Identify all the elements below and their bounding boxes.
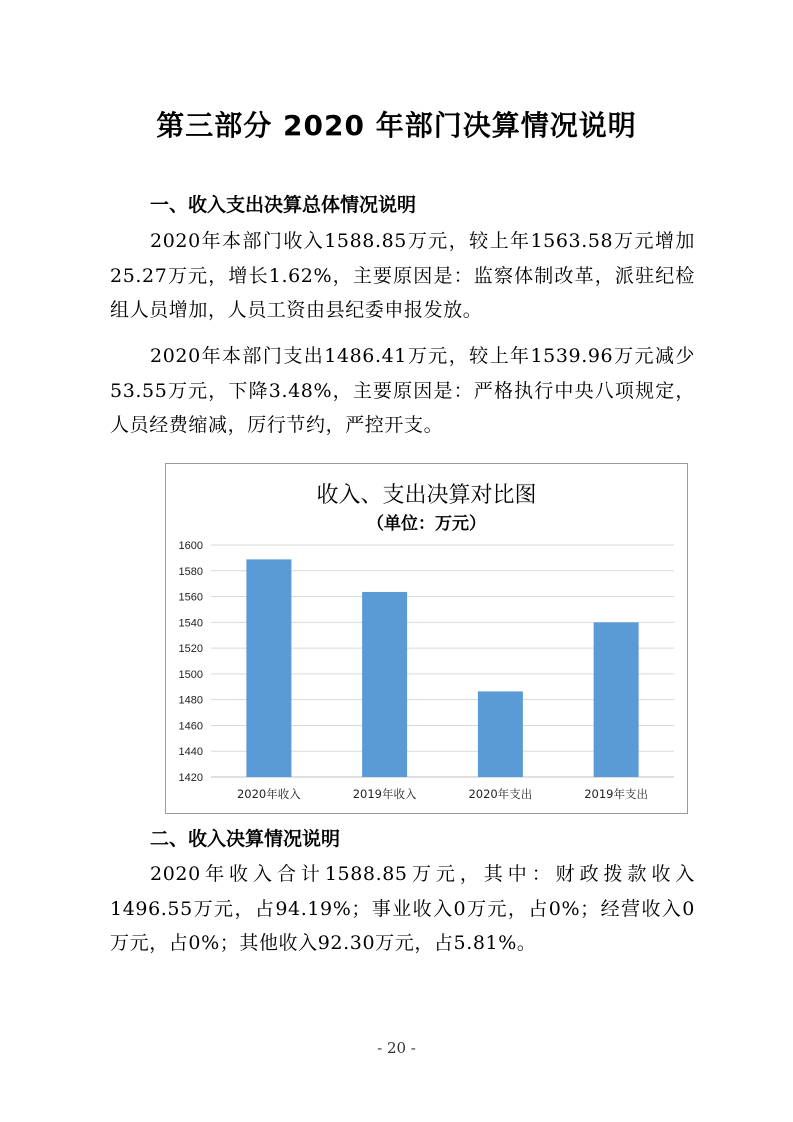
paragraph-expenditure: 2020年本部门支出1486.41万元，较上年1539.96万元减少53.55万元，下降3.48%，主要原因是：严格执行中央八项规定，人员经费缩减，厉行节约，严控开支。 <box>110 345 695 436</box>
page-title: 第三部分 2020 年部门决算情况说明 <box>156 109 637 142</box>
y-tick-label: 1440 <box>178 746 203 759</box>
chart-title: 收入、支出决算对比图 <box>316 483 537 508</box>
y-tick-label: 1560 <box>178 591 203 604</box>
y-tick-label: 1600 <box>178 540 203 552</box>
y-tick-label: 1580 <box>178 565 203 578</box>
page-number: - 20 - <box>377 1039 416 1057</box>
paragraph-income: 2020年本部门收入1588.85万元，较上年1563.58万元增加25.27万元，增长1.62%，主要原因是：监察体制改革，派驻纪检组人员增加，人员工资由县纪委申报发放。 <box>110 230 695 321</box>
x-tick-label: 2020年收入 <box>236 787 301 801</box>
x-tick-label: 2020年支出 <box>468 787 533 801</box>
bar-4 <box>594 622 639 777</box>
y-tick-label: 1480 <box>178 694 203 707</box>
section-heading-income: 二、收入决算情况说明 <box>150 828 341 850</box>
chart-subtitle: （单位：万元） <box>367 514 486 534</box>
bar-chart <box>165 463 688 814</box>
y-tick-label: 1540 <box>178 617 203 630</box>
y-tick-label: 1460 <box>178 720 203 733</box>
y-tick-label: 1520 <box>178 643 203 656</box>
bar-2 <box>362 592 407 777</box>
paragraph-income-detail: 2020年收入合计1588.85万元，其中：财政拨款收入1496.55万元，占94.19%；事业收入0万元，占0%；经营收入0万元，占0%；其他收入92.30万元，占5.81%。 <box>110 863 695 954</box>
section-heading-income-expenditure: 一、收入支出决算总体情况说明 <box>150 194 417 216</box>
y-tick-label: 1420 <box>178 772 203 784</box>
bar-1 <box>246 559 291 777</box>
x-tick-label: 2019年支出 <box>584 787 649 801</box>
x-tick-label: 2019年收入 <box>352 787 417 801</box>
bar-3 <box>478 691 523 777</box>
chart-plot-area <box>166 464 689 815</box>
y-tick-label: 1500 <box>178 668 203 681</box>
